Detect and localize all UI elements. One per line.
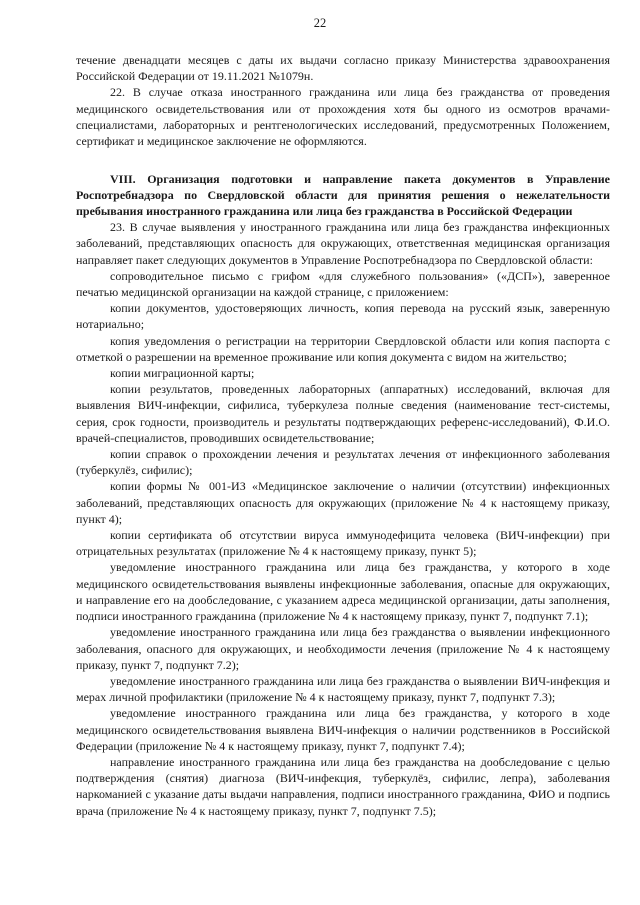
list-item: уведомление иностранного гражданина или лица без гражданства, у которого в ходе медицинского освидетельствования выявлена ВИЧ-инфекция о наличии родственников в Российской Федерации (приложение № 4 к настоящему приказу, пункт 7, подпункт 7.4); [76, 706, 610, 753]
page-content [76, 52, 610, 819]
list-item: копии формы № 001-ИЗ «Медицинское заключение о наличии (отсутствии) инфекционных заболеваний, представляющих опасность для окружающих (приложение № 4 к настоящему приказу, пункт 4); [76, 479, 610, 526]
list-item: копии справок о прохождении лечения и результатах лечения от инфекционного заболевания (туберкулёз, сифилис); [76, 447, 610, 478]
list-item: направление иностранного гражданина или лица без гражданства на дообследование с целью подтверждения (снятия) диагноза (ВИЧ-инфекция, туберкулёз, сифилис, лепра), заболевания наркоманией с указание даты выдачи направления, подписи иностранного гражданина, ФИО и подпись врача (приложение № 4 к настоящему приказу, пункт 7, подпункт 7.5); [76, 754, 610, 818]
list-item: уведомление иностранного гражданина или лица без гражданства о выявлении ВИЧ-инфекция и мерах личной профилактики (приложение № 4 к настоящему приказу, пункт 7, подпункт 7.3); [76, 673, 610, 705]
paragraph-23: 23. В случае выявления у иностранного гражданина или лица без гражданства инфекционных заболеваний, представляющих опасность для окружающих, ответственная медицинская организация направляет пакет следующих документов в Управление Роспотребнадзора по Свердловской области: [76, 220, 610, 267]
list-item: копии сертификата об отсутствии вируса иммунодефицита человека (ВИЧ-инфекции) при отрицательных результатах (приложение № 4 к настоящему приказу, пункт 5); [76, 528, 610, 559]
paragraph-continuation: течение двенадцати месяцев с даты их выдачи согласно приказу Министерства здравоохранения Российской Федерации от 19.11.2021 №1079н. [76, 53, 610, 84]
list-item: копии документов, удостоверяющих личность, копия перевода на русский язык, заверенную нотариально; [76, 301, 610, 332]
list-item: сопроводительное письмо с грифом «для служебного пользования» («ДСП»), заверенное печатью медицинской организации на каждой странице, с приложением: [76, 268, 610, 300]
list-item: копия уведомления о регистрации на территории Свердловской области или копия паспорта с отметкой о разрешении на временное проживание или копия документа с видом на жительство; [76, 333, 610, 364]
list-item: уведомление иностранного гражданина или лица без гражданства о выявлении инфекционного заболевания, опасного для окружающих, и необходимости лечения (приложение № 4 к настоящему приказу, пункт 7, подпункт 7.2); [76, 625, 610, 672]
list-item: копии результатов, проведенных лабораторных (аппаратных) исследований, включая для выявления ВИЧ-инфекции, сифилиса, туберкулеза полные сведения (наименование тест-системы, серия, срок годности, производитель и результаты подтверждающих референс-исследований), Ф.И.О. врачей-специалистов, проводивших освидетельствование; [76, 382, 610, 445]
section-heading-viii: VIII. Организация подготовки и направление пакета документов в Управление Роспотребнадзора по Свердловской области для принятия решения о нежелательности пребывания иностранного гражданина или лица без гражданства в Российской Федерации [76, 172, 610, 219]
paragraph-22: 22. В случае отказа иностранного гражданина или лица без гражданства от проведения медицинского освидетельствования или от прохождения хотя бы одного из осмотров врачами-специалистами, лабораторных и рентгенологических исследований, предусмотренных Положением, сертификат и медицинское заключение не оформляются. [76, 85, 610, 149]
page-number: 22 [313, 16, 327, 30]
list-item: копии миграционной карты; [110, 366, 255, 381]
list-item: уведомление иностранного гражданина или лица без гражданства, у которого в ходе медицинского освидетельствования выявлены инфекционные заболевания, опасные для окружающих, и направление его на дообследование, с указанием адреса медицинской организации, даты заполнения, подписи иностранного гражданина (приложение № 4 к настоящему приказу, пункт 7, подпункт 7.1); [76, 560, 610, 624]
